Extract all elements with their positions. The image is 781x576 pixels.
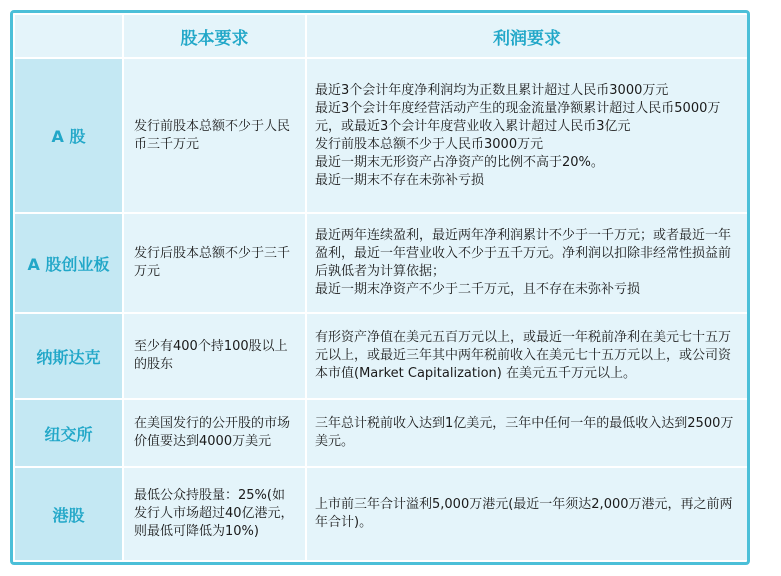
profit-requirement-cell [306,467,748,561]
market-name: 港股 [14,467,123,561]
profit-requirement-cell [306,313,748,399]
profit-line: 有形资产净值在美元五百万元以上，或最近一年税前净利在美元七十五万元以上，或最近三年其中两年税前收入在美元七十五万元以上，或公司资本市值(Market Capitalization) 在美元五千万元以上。 [315,330,732,381]
profit-requirement-cell [306,58,748,213]
header-corner [14,14,123,58]
stock-requirement-cell: 发行前股本总额不少于人民币三千万元 [123,58,306,213]
listing-requirements-table [13,13,749,562]
stock-requirement-cell: 最低公众持股量：25%(如发行人市场超过40亿港元，则最低可降低为10%) [123,467,306,561]
market-name: 纽交所 [14,399,123,467]
profit-requirement-cell [306,399,748,467]
profit-line: 最近3个会计年度净利润均为正数且累计超过人民币3000万元 [315,82,669,98]
table-row [14,58,748,213]
profit-line: 发行前股本总额不少于人民币3000万元 [315,136,544,152]
profit-line: 最近3个会计年度经营活动产生的现金流量净额累计超过人民币5000万元，或最近3个会计年度营业收入累计超过人民币3亿元 [315,100,721,134]
profit-line: 三年总计税前收入达到1亿美元，三年中任何一年的最低收入达到2500万美元。 [315,416,734,449]
profit-line: 最近两年连续盈利，最近两年净利润累计不少于一千万元；或者最近一年盈利，最近一年营业收入不少于五千万元。净利润以扣除非经常性损益前后孰低者为计算依据； [315,228,732,279]
header-stock-requirement: 股本要求 [123,14,306,58]
table-row [14,467,748,561]
market-name: A 股 [14,58,123,213]
header-profit-requirement: 利润要求 [306,14,748,58]
comparison-table-frame [10,10,750,565]
table-row [14,213,748,313]
market-name: 纳斯达克 [14,313,123,399]
stock-requirement-cell: 发行后股本总额不少于三千万元 [123,213,306,313]
profit-line: 最近一期末无形资产占净资产的比例不高于20%。 [315,154,604,170]
stock-requirement-cell: 在美国发行的公开股的市场价值要达到4000万美元 [123,399,306,467]
profit-requirement-cell [306,213,748,313]
table-header-row [14,14,748,58]
profit-line: 上市前三年合计溢利5,000万港元(最近一年须达2,000万港元，再之前两年合计)。 [315,497,733,530]
profit-line: 最近一期末不存在未弥补亏损 [315,172,485,188]
stock-requirement-cell: 至少有400个持100股以上的股东 [123,313,306,399]
market-name: A 股创业板 [14,213,123,313]
profit-line: 最近一期末净资产不少于二千万元，且不存在未弥补亏损 [315,282,641,297]
table-row [14,399,748,467]
table-row [14,313,748,399]
